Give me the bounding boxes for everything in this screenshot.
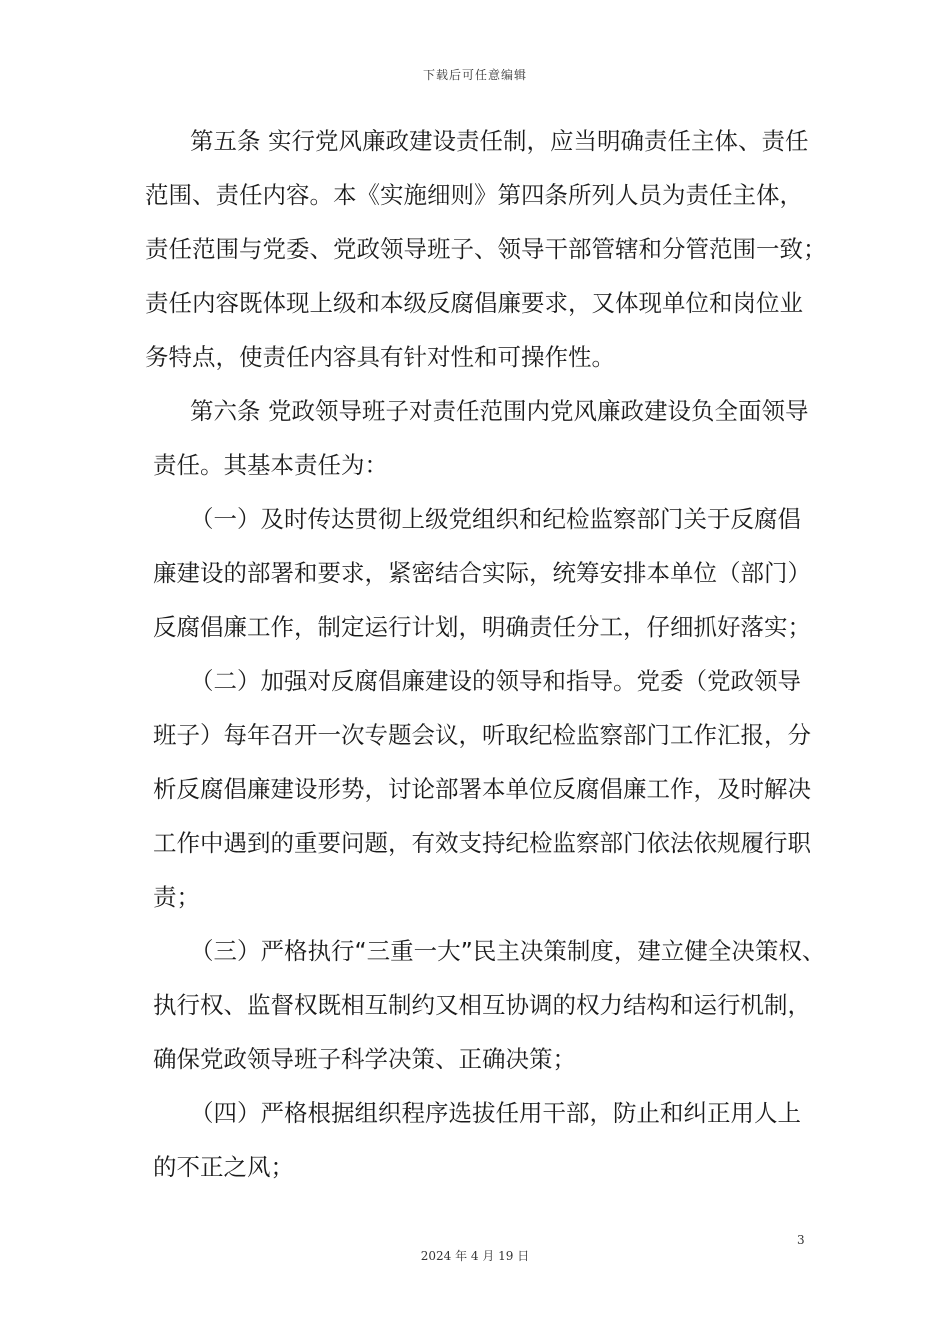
body-line: 反腐倡廉工作，制定运行计划，明确责任分工，仔细抓好落实；: [153, 613, 811, 641]
body-line: （四）严格根据组织程序选拔任用干部，防止和纠正用人上: [190, 1099, 801, 1127]
footer-date: 2024 年 4 月 19 日: [420, 1249, 530, 1263]
body-line: 责；: [153, 883, 200, 911]
body-line: 责任范围与党委、党政领导班子、领导干部管辖和分管范围一致；: [145, 235, 827, 263]
body-line: 班子）每年召开一次专题会议，听取纪检监察部门工作汇报，分: [153, 721, 811, 749]
body-line: 廉建设的部署和要求，紧密结合实际，统筹安排本单位（部门）: [153, 559, 811, 587]
body-line: 范围、责任内容。本《实施细则》第四条所列人员为责任主体，: [145, 181, 803, 209]
body-line: 第五条 实行党风廉政建设责任制，应当明确责任主体、责任: [190, 127, 809, 155]
body-line: 析反腐倡廉建设形势，讨论部署本单位反腐倡廉工作，及时解决: [153, 775, 811, 803]
page-header: 下载后可任意编辑: [422, 68, 527, 82]
body-line: 责任。其基本责任为：: [153, 451, 388, 479]
body-line: 执行权、监督权既相互制约又相互协调的权力结构和运行机制，: [153, 991, 811, 1019]
body-line: 的不正之风；: [153, 1153, 294, 1181]
body-line: （三）严格执行“三重一大”民主决策制度，建立健全决策权、: [190, 937, 826, 965]
body-line: 工作中遇到的重要问题，有效支持纪检监察部门依法依规履行职: [153, 829, 811, 857]
body-line: （一）及时传达贯彻上级党组织和纪检监察部门关于反腐倡: [190, 505, 801, 533]
body-line: 第六条 党政领导班子对责任范围内党风廉政建设负全面领导: [190, 397, 809, 425]
body-line: 确保党政领导班子科学决策、正确决策；: [153, 1045, 576, 1073]
body-line: 务特点，使责任内容具有针对性和可操作性。: [145, 343, 615, 371]
body-line: 责任内容既体现上级和本级反腐倡廉要求，又体现单位和岗位业: [145, 289, 803, 317]
body-line: （二）加强对反腐倡廉建设的领导和指导。党委（党政领导: [190, 667, 801, 695]
page-number: 3: [797, 1233, 805, 1247]
